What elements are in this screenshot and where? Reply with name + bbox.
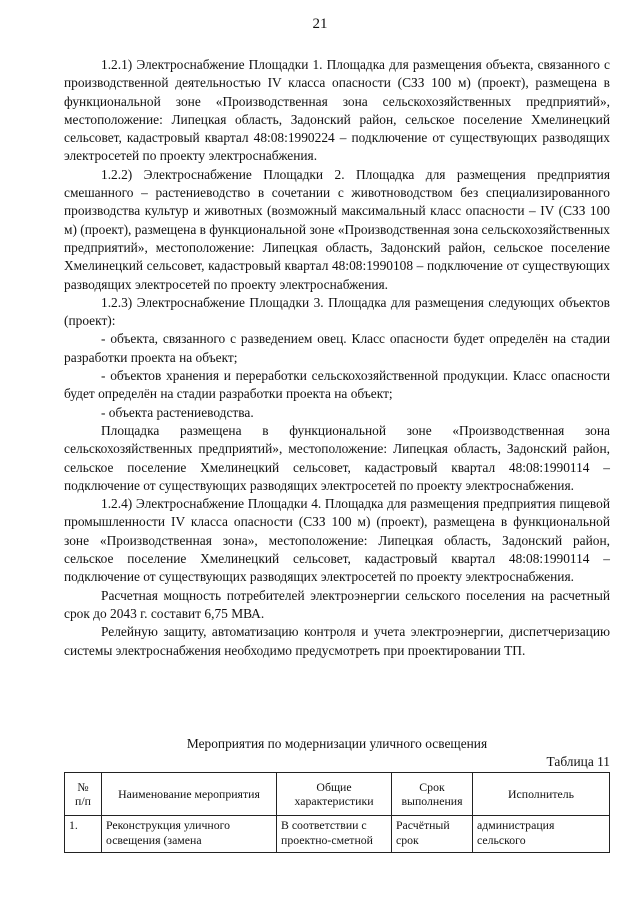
bullet-item: - объекта, связанного с разведением овец. Класс опасности будет определён на стадии разработки проекта на объект; — [64, 331, 610, 365]
header-number: № п/п — [65, 773, 102, 816]
paragraph: Площадка размещена в функциональной зоне «Производственная зона сельскохозяйственных предприятий», местоположение: Липецкая область, Задонский район, сельское поселение Хмелинецкий сельсовет, кадастровый квартал 48:08:1990114 – подключение от существующих разводящих электросетей по проекту электроснабжения. — [64, 422, 610, 493]
document-body — [64, 56, 610, 660]
header-event-name: Наименование мероприятия — [102, 773, 277, 816]
header-executor: Исполнитель — [473, 773, 610, 816]
header-characteristics: Общие характеристики — [277, 773, 392, 816]
table-header-row — [65, 773, 610, 816]
cell-event-name: Реконструкция уличного освещения (замена — [102, 816, 277, 853]
paragraph: 1.2.3) Электроснабжение Площадки 3. Площадка для размещения следующих объектов (проект): — [64, 294, 610, 329]
events-table — [64, 772, 610, 853]
page-number: 21 — [312, 16, 328, 32]
cell-deadline: Расчётный срок — [392, 816, 473, 853]
paragraph: 1.2.4) Электроснабжение Площадки 4. Площадка для размещения предприятия пищевой промышленности IV класса опасности (СЗЗ 100 м) (проект), размещена в функциональной зоне «Производственная зона», местоположение: Липецкая область, Задонский район, сельское поселение Хмелинецкий сельсовет, кадастровый квартал 48:08:1990114 – подключение от существующих разводящих электросетей по проекту электроснабжения. — [64, 496, 610, 585]
bullet-item: - объектов хранения и переработки сельскохозяйственной продукции. Класс опасности будет определён на стадии разработки проекта на объект; — [64, 368, 610, 402]
table-row — [65, 816, 610, 853]
table-title: Мероприятия по модернизации уличного освещения — [186, 736, 488, 751]
cell-number: 1. — [65, 816, 102, 853]
header-deadline: Срок выполнения — [392, 773, 473, 816]
table-label: Таблица 11 — [546, 754, 610, 769]
paragraph: 1.2.1) Электроснабжение Площадки 1. Площадка для размещения объекта, связанного с производственной деятельностью IV класса опасности (СЗЗ 100 м) (проект), размещена в функциональной зоне «Производственная зона сельскохозяйственных предприятий», местоположение: Липецкая область, Задонский район, сельское поселение Хмелинецкий сельсовет, кадастровый квартал 48:08:1990224 – подключение от существующих разводящих электросетей по проекту электроснабжения. — [64, 57, 610, 164]
cell-executor: администрация сельского — [473, 816, 610, 853]
paragraph: Релейную защиту, автоматизацию контроля и учета электроэнергии, диспетчеризацию системы электроснабжения необходимо предусмотреть при проектировании ТП. — [64, 624, 610, 658]
paragraph: 1.2.2) Электроснабжение Площадки 2. Площадка для размещения предприятия смешанного – растениеводство в сочетании с животноводством без специализированного производства культур и животных (возможный максимальный класс опасности – IV (СЗЗ 100 м) (проект), размещена в функциональной зоне «Производственная зона сельскохозяйственных предприятий», местоположение: Липецкая область, Задонский район, сельское поселение Хмелинецкий сельсовет, кадастровый квартал 48:08:1990108 – подключение от существующих разводящих электросетей по проекту электроснабжения. — [64, 166, 610, 292]
paragraph: Расчетная мощность потребителей электроэнергии сельского поселения на расчетный срок до 2043 г. составит 6,75 МВА. — [64, 587, 610, 621]
cell-characteristics: В соответствии с проектно-сметной — [277, 816, 392, 853]
bullet-item: - объекта растениеводства. — [101, 404, 254, 420]
